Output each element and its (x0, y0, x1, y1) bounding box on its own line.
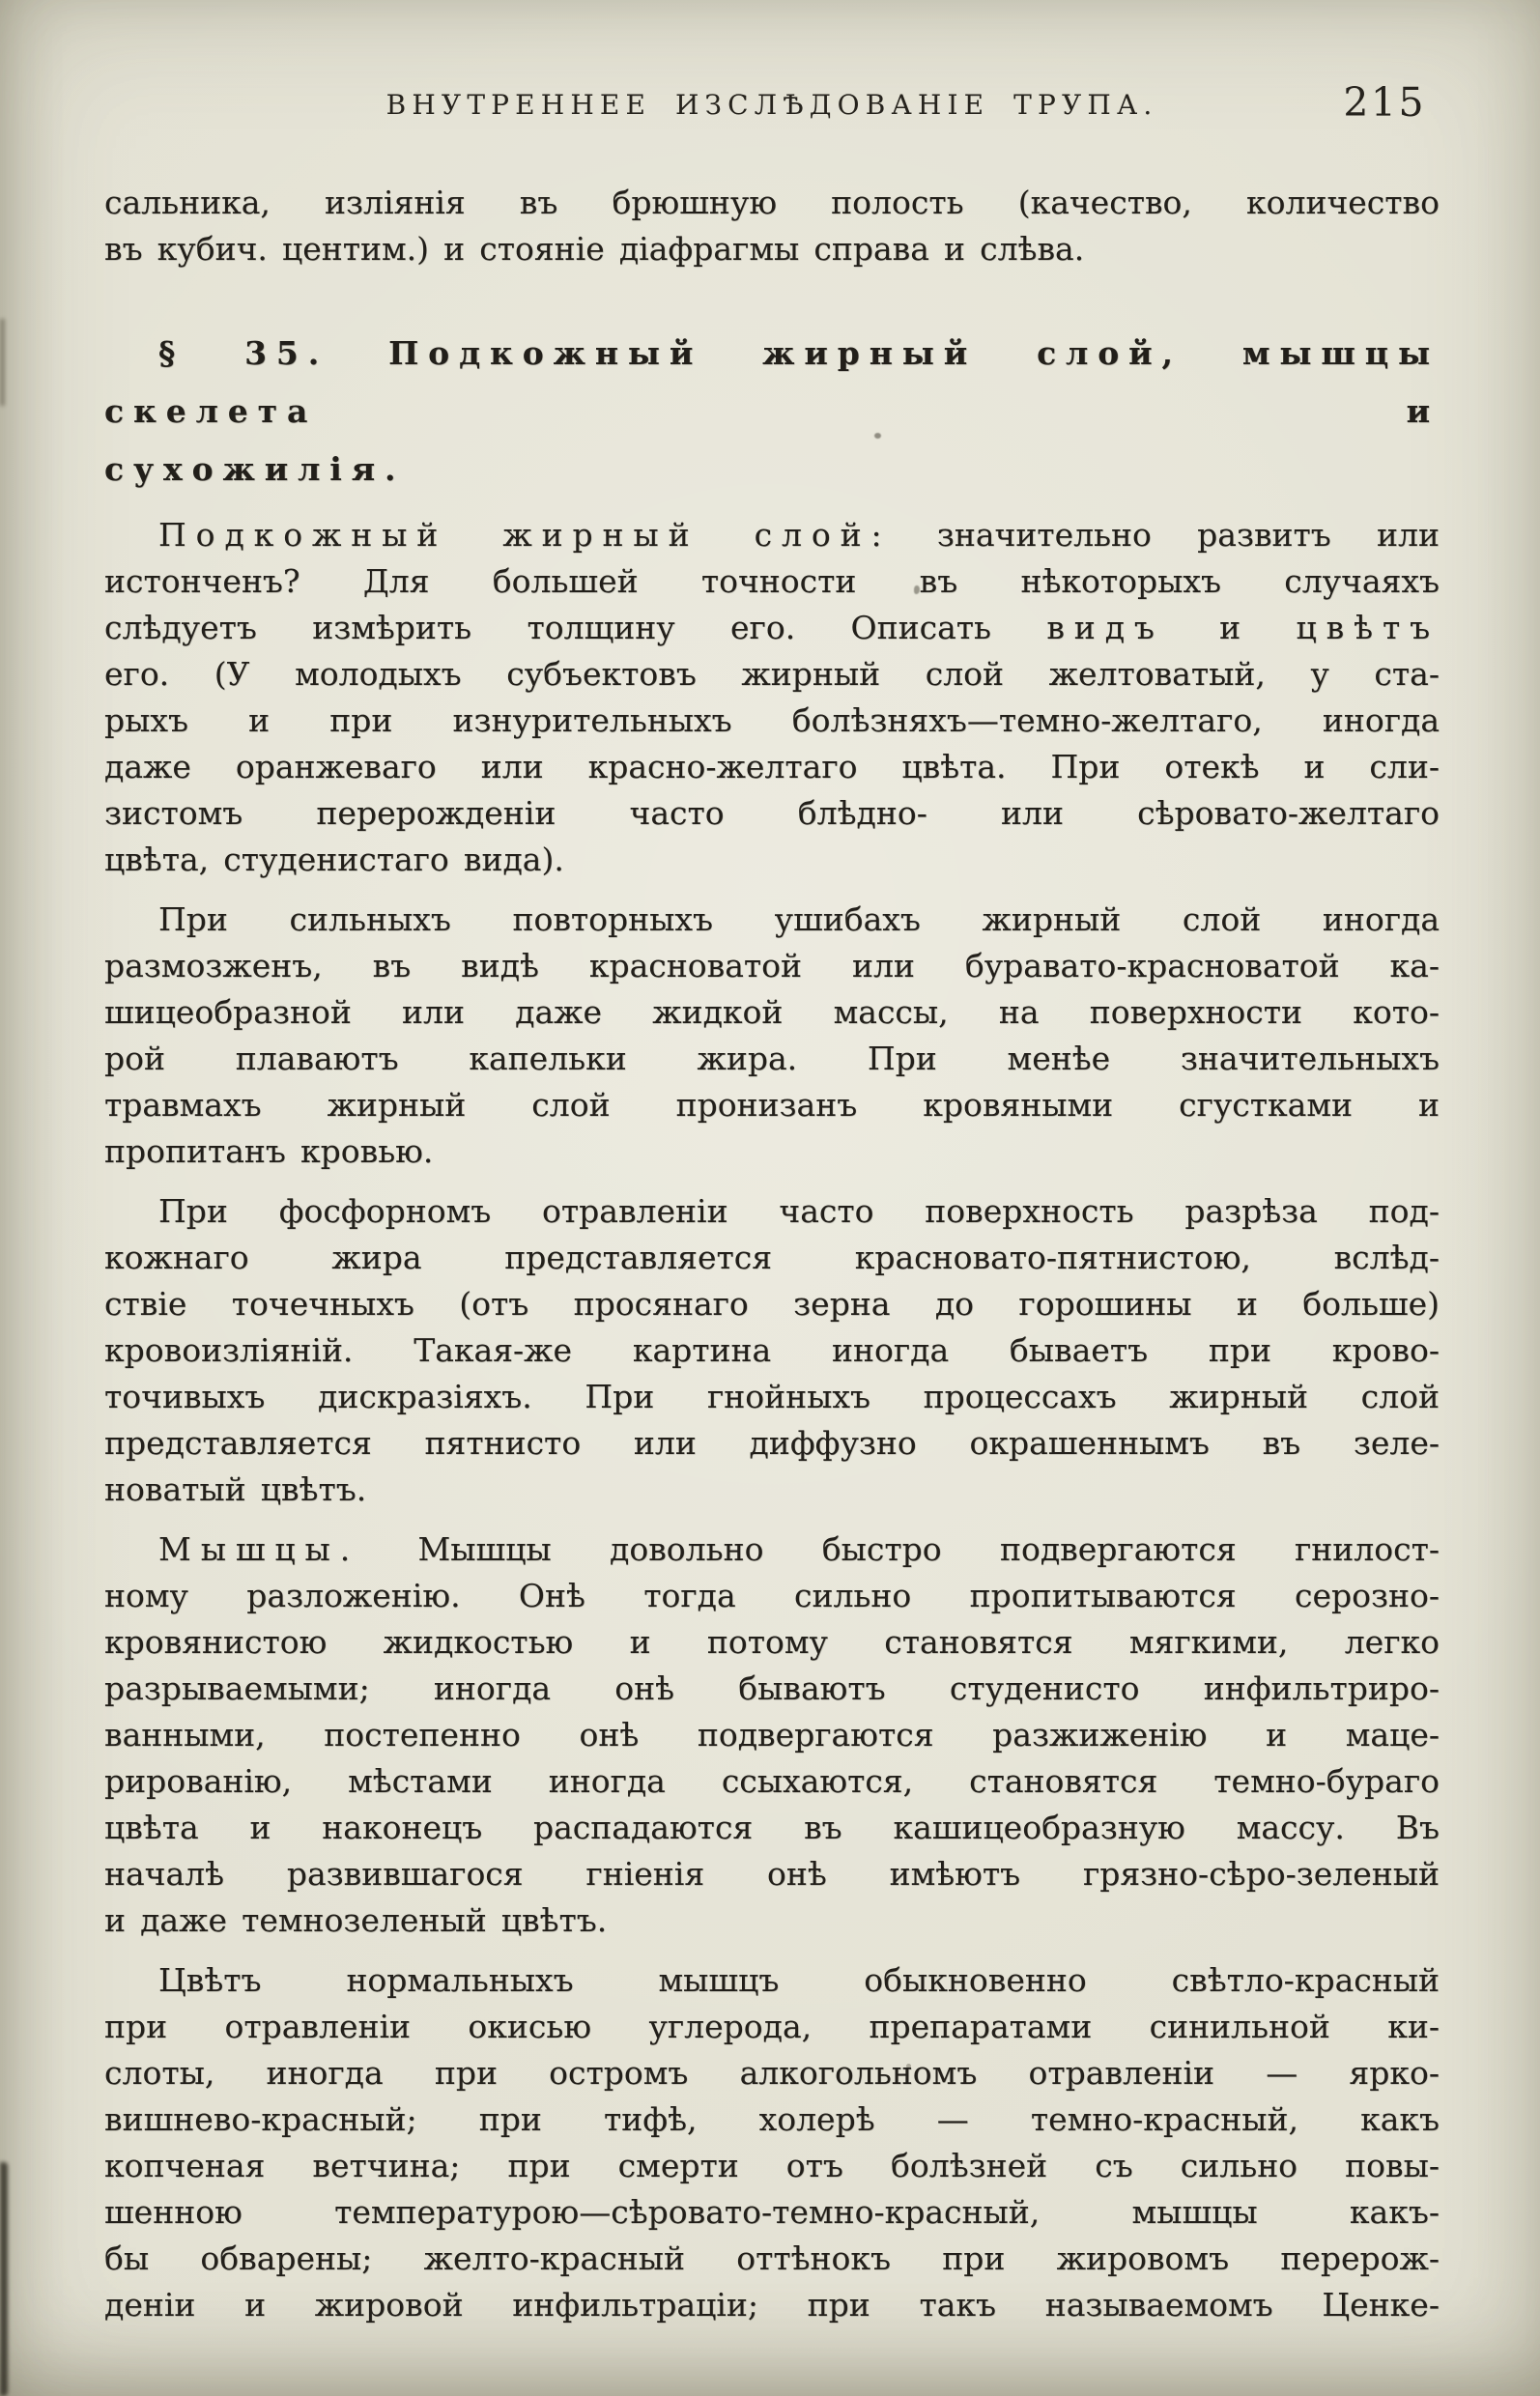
text-run: слоты, иногда при остромъ алкогольномъ отравленіи — ярко- (104, 2054, 1440, 2092)
text-line (104, 2096, 1440, 2143)
text-run: сальника, изліянія въ брюшную полость (качество, количество (104, 184, 1440, 221)
text-run: Мышцы довольно быстро подвергаются гнилост- (359, 1530, 1440, 1568)
emphasized-text: видъ (1046, 609, 1164, 646)
text-line (104, 1573, 1440, 1619)
text-line (104, 989, 1440, 1036)
text-run: цвѣта, студенистаго вида). (104, 841, 564, 878)
text-run: шицеобразной или даже жидкой массы, на поверхности кото- (104, 993, 1440, 1031)
text-blocks (104, 180, 1440, 2328)
text-run: § 35. Подкожный жирный слой, мышцы скелета и (104, 334, 1440, 430)
page-number: 215 (1343, 79, 1426, 126)
text-line (104, 605, 1440, 651)
text-run: въ кубич. центим.) и стояніе діафрагмы справа и слѣва. (104, 230, 1085, 268)
text-run: кожнаго жира представляется красновато-пятнистою, вслѣд- (104, 1239, 1440, 1276)
text-line (104, 558, 1440, 605)
text-run: цвѣта и наконецъ распадаются въ кашицеобразную массу. Въ (104, 1809, 1440, 1846)
text-run: деніи и жировой инфильтраціи; при такъ называемомъ Ценке- (104, 2286, 1440, 2324)
text-run: разрываемыми; иногда онѣ бываютъ студенисто инфильтриро- (104, 1669, 1440, 1707)
text-line (104, 2189, 1440, 2236)
emphasized-text: Подкожный жирный слой: (158, 516, 892, 554)
page-content (104, 0, 1440, 2328)
text-line (104, 943, 1440, 989)
text-run: сухожилія. (104, 450, 406, 488)
text-line (104, 698, 1440, 744)
text-run: истонченъ? Для большей точности въ нѣкоторыхъ случаяхъ (104, 562, 1440, 600)
text-line (104, 744, 1440, 790)
text-run: значительно развитъ или (891, 516, 1440, 554)
text-line (104, 512, 1440, 558)
text-run: пропитанъ кровью. (104, 1132, 434, 1170)
text-run: вишнево-красный; при тифѣ, холерѣ — темно-красный, какъ (104, 2100, 1440, 2138)
text-run: травмахъ жирный слой пронизанъ кровяными сгустками и (104, 1086, 1440, 1124)
text-line (104, 2143, 1440, 2189)
text-line (104, 651, 1440, 698)
running-header: ВНУТРЕННЕЕ ИЗСЛѢДОВАНІЕ ТРУПА. (385, 89, 1158, 121)
text-line (104, 1420, 1440, 1467)
text-line (104, 1712, 1440, 1758)
text-line (104, 837, 1440, 883)
page-header (104, 79, 1440, 139)
text-run: копченая ветчина; при смерти отъ болѣзней съ сильно повы- (104, 2147, 1440, 2184)
text-line (104, 325, 1440, 441)
text-line (104, 1758, 1440, 1805)
scan-edge-smudge (0, 319, 5, 406)
text-run: шенною температурою—сѣровато-темно-красный, мышцы какъ- (104, 2193, 1440, 2231)
text-run: рой плаваютъ капельки жира. При менѣе значительныхъ (104, 1040, 1440, 1077)
text-run: кровоизліяній. Такая-же картина иногда бываетъ при крово- (104, 1331, 1440, 1369)
text-line (104, 1897, 1440, 1944)
text-line (104, 1851, 1440, 1897)
text-line (104, 1128, 1440, 1175)
text-run: зистомъ перерожденіи часто блѣдно- или сѣровато-желтаго (104, 794, 1440, 832)
text-line (104, 1082, 1440, 1128)
text-line (104, 180, 1440, 226)
text-line (104, 1188, 1440, 1235)
text-run: рированію, мѣстами иногда ссыхаются, становятся темно-бураго (104, 1762, 1440, 1800)
text-line (104, 1467, 1440, 1513)
text-run: и даже темнозеленый цвѣтъ. (104, 1901, 608, 1939)
paragraph (104, 897, 1440, 1175)
text-line (104, 1036, 1440, 1082)
paragraph (104, 1957, 1440, 2328)
text-line (104, 1957, 1440, 2004)
emphasized-text: цвѣтъ (1296, 609, 1440, 646)
text-run: При фосфорномъ отравленіи часто поверхность разрѣза под- (158, 1192, 1440, 1230)
text-run: рыхъ и при изнурительныхъ болѣзняхъ—темно-желтаго, иногда (104, 701, 1440, 739)
text-run: кровянистою жидкостью и потому становятся мягкими, легко (104, 1623, 1440, 1661)
text-run: точивыхъ дискразіяхъ. При гнойныхъ процессахъ жирный слой (104, 1378, 1440, 1415)
text-run: и (1163, 609, 1297, 646)
text-line (104, 441, 1440, 499)
text-line (104, 1666, 1440, 1712)
text-line (104, 1281, 1440, 1327)
paragraph (104, 512, 1440, 883)
text-line (104, 2050, 1440, 2096)
text-run: ному разложенію. Онѣ тогда сильно пропитываются серозно- (104, 1577, 1440, 1614)
text-run: бы обварены; желто-красный оттѣнокъ при жировомъ перерож- (104, 2239, 1440, 2277)
text-line (104, 2236, 1440, 2282)
text-line (104, 226, 1440, 272)
text-run: слѣдуетъ измѣрить толщину его. Описать (104, 609, 1047, 646)
text-line (104, 1235, 1440, 1281)
text-run: размозженъ, въ видѣ красноватой или буравато-красноватой ка- (104, 947, 1440, 984)
text-run: при отравленіи окисью углерода, препаратами синильной ки- (104, 2008, 1440, 2045)
text-line (104, 1805, 1440, 1851)
text-run: его. (У молодыхъ субъектовъ жирный слой желтоватый, у ста- (104, 655, 1440, 693)
text-run: даже оранжеваго или красно-желтаго цвѣта. При отекѣ и сли- (104, 748, 1440, 785)
text-line (104, 2004, 1440, 2050)
text-run: новатый цвѣтъ. (104, 1470, 367, 1508)
text-run: При сильныхъ повторныхъ ушибахъ жирный слой иногда (158, 900, 1440, 938)
emphasized-text: Мышцы. (158, 1530, 360, 1568)
scan-edge-artifact (0, 2162, 8, 2396)
text-run: Цвѣтъ нормальныхъ мышцъ обыкновенно свѣтло-красный (158, 1961, 1440, 1999)
text-line (104, 790, 1440, 837)
section-heading (104, 325, 1440, 499)
text-run: ванными, постепенно онѣ подвергаются разжиженію и маце- (104, 1716, 1440, 1754)
text-run: ствіе точечныхъ (отъ просянаго зерна до горошины и больше) (104, 1285, 1440, 1323)
paragraph (104, 180, 1440, 272)
text-run: представляется пятнисто или диффузно окрашеннымъ въ зеле- (104, 1424, 1440, 1462)
text-line (104, 1374, 1440, 1420)
text-line (104, 1619, 1440, 1666)
text-line (104, 1327, 1440, 1374)
text-line (104, 897, 1440, 943)
text-line (104, 1526, 1440, 1573)
text-line (104, 2282, 1440, 2328)
paragraph (104, 1526, 1440, 1944)
paragraph (104, 1188, 1440, 1513)
text-run: началѣ развившагося гніенія онѣ имѣютъ грязно-сѣро-зеленый (104, 1855, 1440, 1893)
